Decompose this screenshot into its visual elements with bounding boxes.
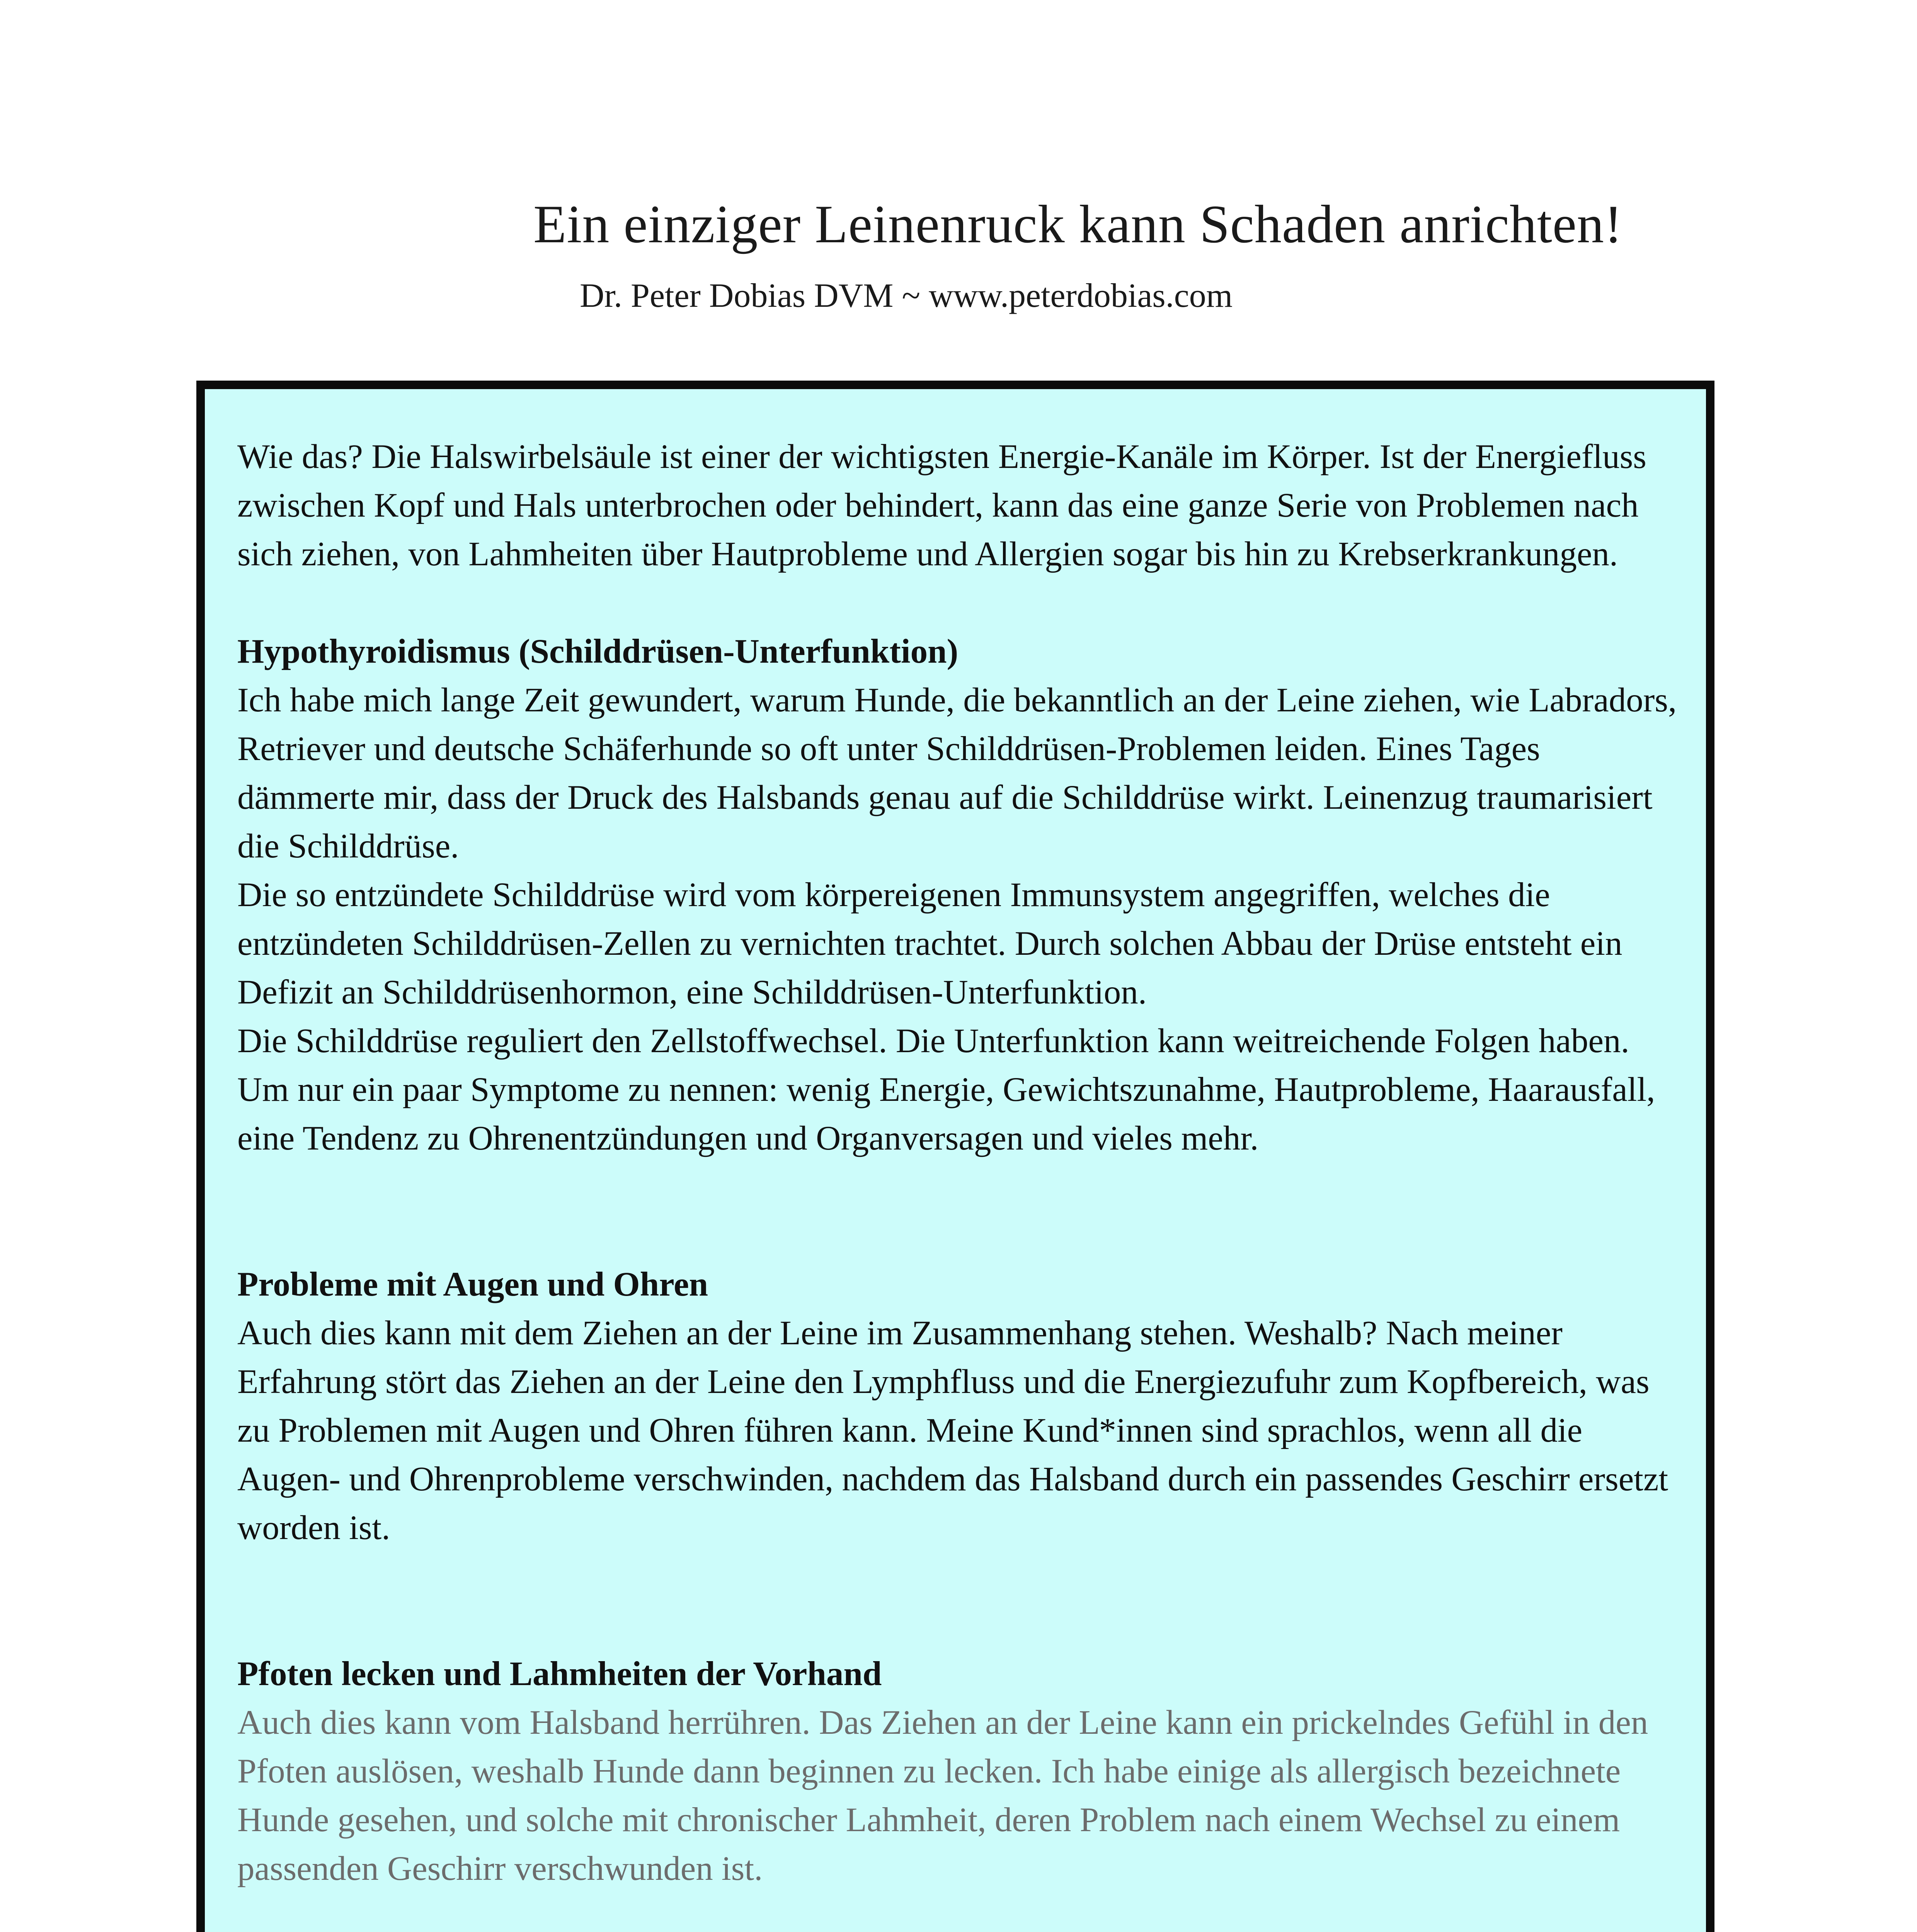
eyes-ears-paragraph: Auch dies kann mit dem Ziehen an der Leine im Zusammenhang stehen. Weshalb? Nach meiner Erfahrung stört das Ziehen an der Leine den Lymphfluss und die Energiezufuhr zum Kopfbereich, was zu Problemen mit Augen und Ohren führen kann. Meine Kund*innen sind sprachlos, wenn all die Augen- und Ohrenprobleme verschwinden, nachdem das Halsband durch ein passendes Geschirr ersetzt worden ist. [237, 1314, 1668, 1547]
author-byline: Dr. Peter Dobias DVM ~ www.peterdobias.com [580, 277, 1233, 315]
spacer [237, 578, 1683, 627]
hypothyroidism-paragraph-1: Ich habe mich lange Zeit gewundert, warum Hunde, die bekanntlich an der Leine ziehen, wie Labradors, Retriever und deutsche Schäferhunde so oft unter Schilddrüsen-Problemen leiden. Eines Tages dämmerte mir, dass der Druck des Halsbands genau auf die Schilddrüse wirkt. Leinenzug traumarisiert die Schilddrüse. [237, 681, 1677, 865]
section-heading-paws: Pfoten lecken und Lahmheiten der Vorhand [237, 1655, 882, 1693]
intro-paragraph: Wie das? Die Halswirbelsäule ist einer der wichtigsten Energie-Kanäle im Körper. Ist der Energiefluss zwischen Kopf und Hals unterbrochen oder behindert, kann das eine ganze Serie von Problemen nach sich ziehen, von Lahmheiten über Hautprobleme und Allergien sogar bis hin zu Krebserkrankungen. [237, 438, 1646, 573]
section-heading-eyes-ears: Probleme mit Augen und Ohren [237, 1265, 708, 1303]
section-heading-hypothyroidism: Hypothyroidismus (Schilddrüsen-Unterfunktion) [237, 633, 958, 670]
info-box-content [237, 432, 1683, 1932]
spacer [237, 1552, 1683, 1650]
paws-paragraph: Auch dies kann vom Halsband herrühren. Das Ziehen an der Leine kann ein prickelndes Gefühl in den Pfoten auslösen, weshalb Hunde dann beginnen zu lecken. Ich habe einige als allergisch bezeichnete Hunde gesehen, und solche mit chronischer Lahmheit, deren Problem nach einem Wechsel zu einem passenden Geschirr verschwunden ist. [237, 1704, 1648, 1888]
spacer [237, 1163, 1683, 1260]
hypothyroidism-paragraph-2: Die so entzündete Schilddrüse wird vom körpereigenen Immunsystem angegriffen, welches die entzündeten Schilddrüsen-Zellen zu vernichten trachtet. Durch solchen Abbau der Drüse entsteht ein Defizit an Schilddrüsenhormon, eine Schilddrüsen-Unterfunktion. [237, 876, 1622, 1011]
hypothyroidism-paragraph-3: Die Schilddrüse reguliert den Zellstoffwechsel. Die Unterfunktion kann weitreichende Folgen haben. Um nur ein paar Symptome zu nennen: wenig Energie, Gewichtszunahme, Hautprobleme, Haarausfall, eine Tendenz zu Ohrenentzündungen und Organversagen und vieles mehr. [237, 1022, 1655, 1157]
spacer [237, 1893, 1683, 1932]
info-box [196, 381, 1714, 1932]
page-title: Ein einziger Leinenruck kann Schaden anrichten! [533, 194, 1623, 254]
